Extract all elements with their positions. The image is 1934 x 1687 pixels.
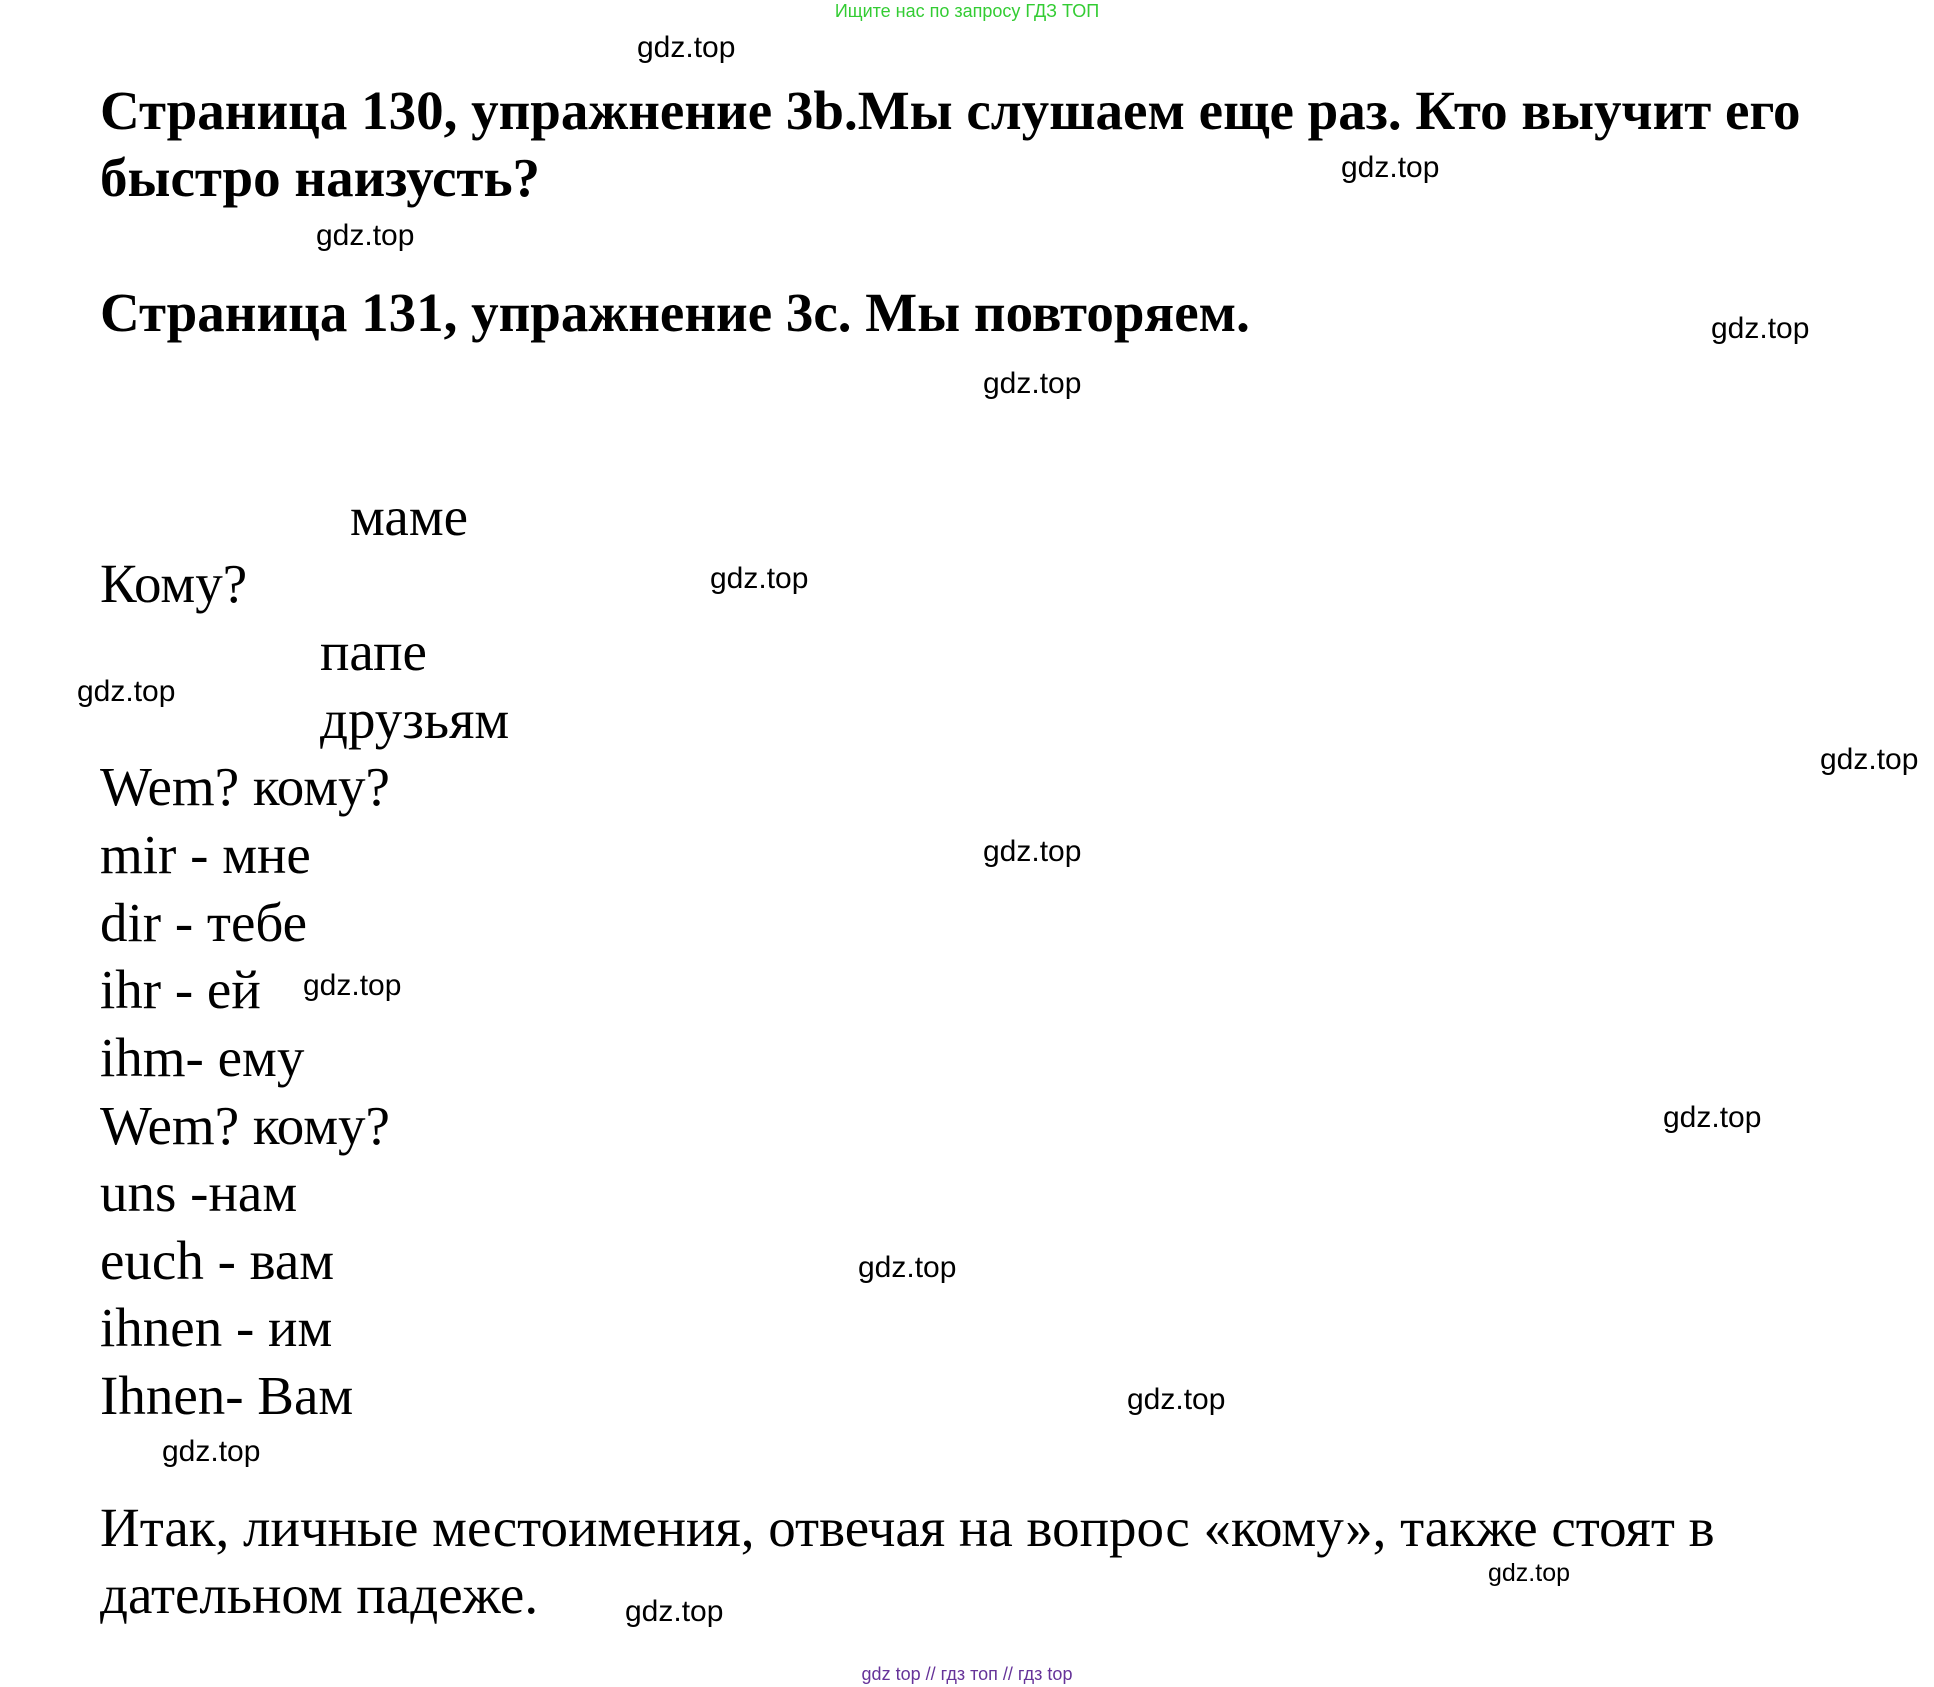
watermark: gdz.top bbox=[1820, 743, 1919, 776]
pronoun-Ihnen-formal: Ihnen- Вам bbox=[100, 1365, 354, 1426]
watermark: gdz.top bbox=[316, 219, 415, 252]
word-druzyam: друзьям bbox=[320, 689, 510, 750]
top-banner: Ищите нас по запросу ГДЗ ТОП bbox=[834, 1, 1100, 21]
question-wem-1: Wem? кому? bbox=[100, 756, 390, 817]
watermark: gdz.top bbox=[1127, 1383, 1226, 1416]
watermark: gdz.top bbox=[983, 367, 1082, 400]
pronoun-ihm: ihm- ему bbox=[100, 1027, 305, 1088]
watermark: gdz.top bbox=[637, 31, 736, 64]
word-mame: маме bbox=[350, 486, 469, 547]
word-pape: папе bbox=[320, 621, 427, 682]
watermark: gdz.top bbox=[303, 969, 402, 1002]
footer-watermark: gdz top // гдз топ // гдз top bbox=[861, 1664, 1073, 1684]
watermark: gdz.top bbox=[1663, 1101, 1762, 1134]
watermark: gdz.top bbox=[710, 562, 809, 595]
watermark: gdz.top bbox=[625, 1595, 724, 1628]
pronoun-uns: uns -нам bbox=[100, 1162, 298, 1223]
watermark: gdz.top bbox=[983, 835, 1082, 868]
pronoun-mir: mir - мне bbox=[100, 824, 311, 885]
watermark: gdz.top bbox=[1488, 1559, 1571, 1587]
watermark: gdz.top bbox=[858, 1251, 957, 1284]
watermark: gdz.top bbox=[1711, 312, 1810, 345]
heading-exercise-3b: Страница 130, упражнение 3b.Мы слушаем еще раз. Кто выучит его быстро наизусть? bbox=[100, 80, 1801, 208]
summary-text: Итак, личные местоимения, отвечая на вопрос «кому», также стоят в дательном падеже. bbox=[100, 1497, 1715, 1625]
pronoun-ihr: ihr - ей bbox=[100, 959, 261, 1020]
heading-exercise-3c: Страница 131, упражнение 3c. Мы повторяем. bbox=[100, 282, 1250, 343]
pronoun-ihnen: ihnen - им bbox=[100, 1297, 333, 1358]
pronoun-dir: dir - тебе bbox=[100, 892, 308, 953]
question-komu: Кому? bbox=[100, 553, 248, 614]
question-wem-2: Wem? кому? bbox=[100, 1095, 390, 1156]
watermark: gdz.top bbox=[1341, 151, 1440, 184]
watermark: gdz.top bbox=[162, 1435, 261, 1468]
pronoun-euch: euch - вам bbox=[100, 1230, 335, 1291]
watermark: gdz.top bbox=[77, 675, 176, 708]
